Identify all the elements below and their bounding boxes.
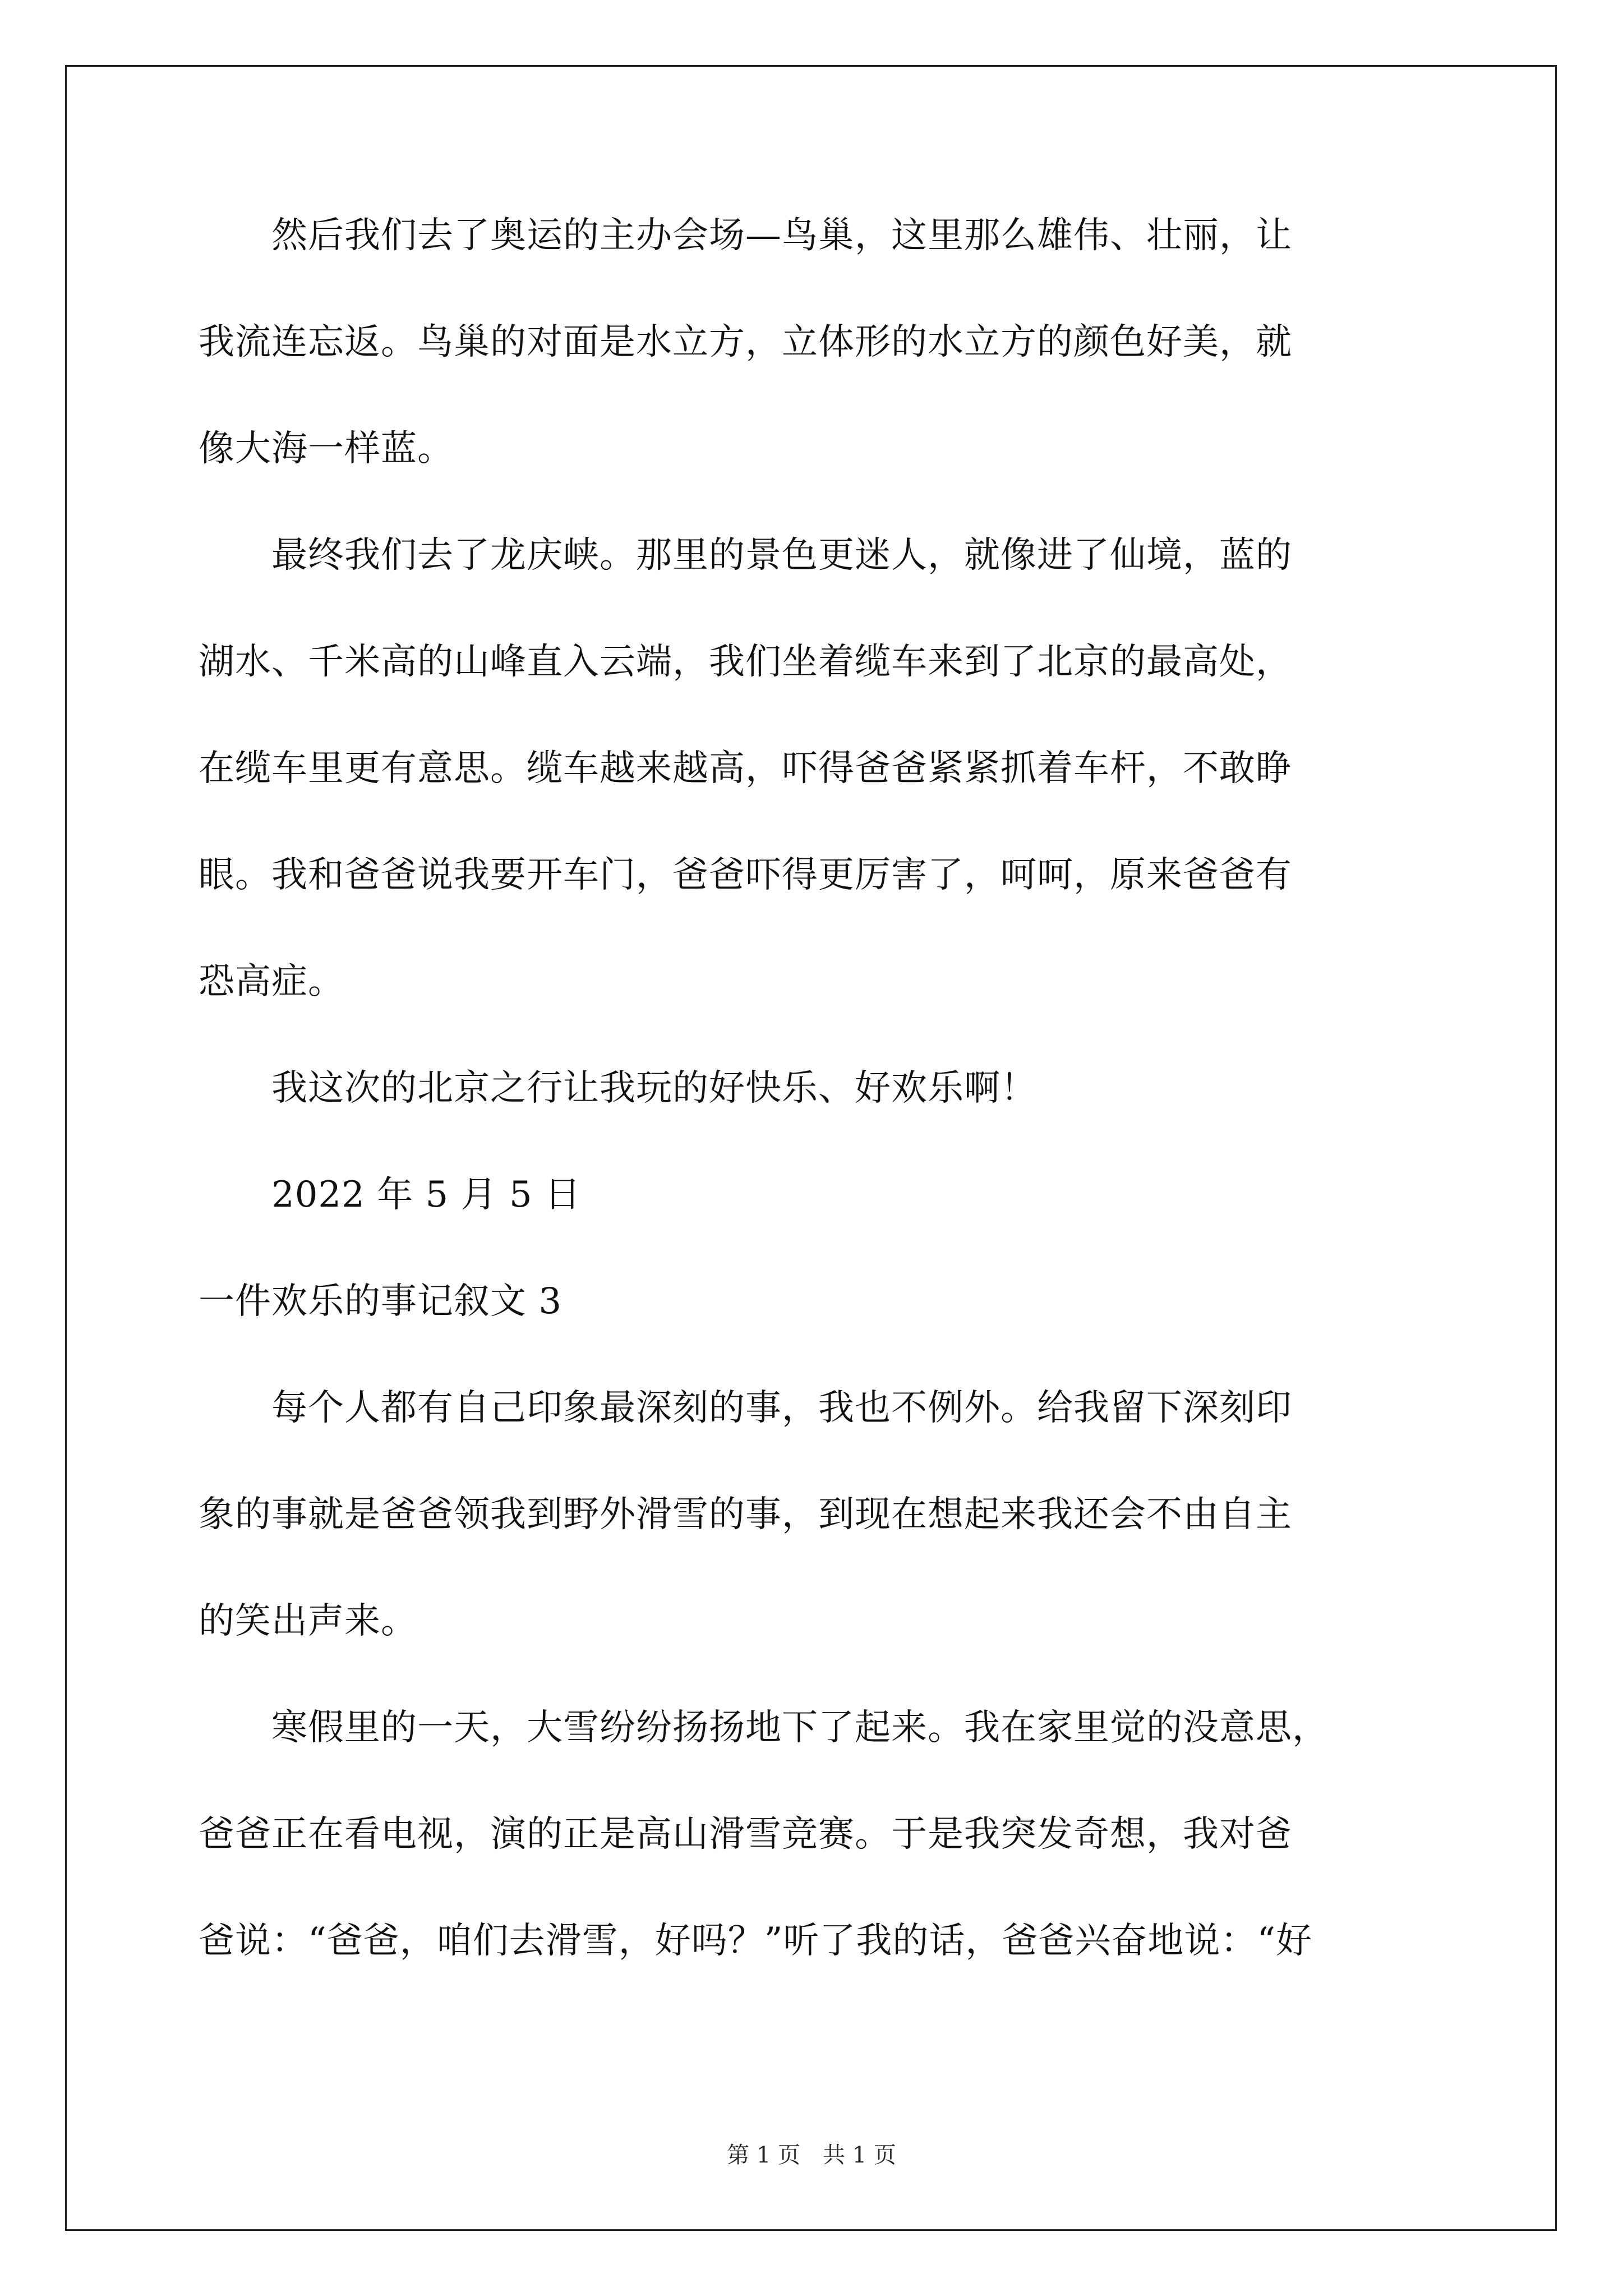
text-line: 然后我们去了奥运的主办会场—鸟巢，这里那么雄伟、壮丽，让 xyxy=(199,215,1292,256)
text-line: 我这次的北京之行让我玩的好快乐、好欢乐啊！ xyxy=(199,1068,1037,1109)
date-line: 2022 年 5 月 5 日 xyxy=(199,1174,582,1216)
text-line: 恐高症。 xyxy=(199,961,344,1002)
text-line: 爸爸正在看电视，演的正是高山滑雪竞赛。于是我突发奇想，我对爸 xyxy=(199,1814,1292,1855)
section-heading: 一件欢乐的事记叙文 3 xyxy=(199,1281,562,1322)
text-line: 眼。我和爸爸说我要开车门，爸爸吓得更厉害了，呵呵，原来爸爸有 xyxy=(199,854,1292,896)
text-line: 在缆车里更有意思。缆车越来越高，吓得爸爸紧紧抓着车杆，不敢睁 xyxy=(199,748,1292,789)
text-line: 的笑出声来。 xyxy=(199,1600,417,1642)
page-number: 第 1 页 共 1 页 xyxy=(727,2142,896,2168)
text-line: 象的事就是爸爸领我到野外滑雪的事，到现在想起来我还会不由自主 xyxy=(199,1494,1292,1535)
text-line: 湖水、千米高的山峰直入云端，我们坐着缆车来到了北京的最高处， xyxy=(199,641,1292,683)
text-line: 我流连忘返。鸟巢的对面是水立方，立体形的水立方的颜色好美，就 xyxy=(199,321,1292,363)
text-line: 爸说：“爸爸，咱们去滑雪，好吗？”听了我的话，爸爸兴奋地说：“好 xyxy=(199,1920,1313,1962)
text-line: 像大海一样蓝。 xyxy=(199,428,454,470)
text-line: 每个人都有自己印象最深刻的事，我也不例外。给我留下深刻印 xyxy=(199,1387,1292,1429)
text-line: 最终我们去了龙庆峡。那里的景色更迷人，就像进了仙境，蓝的 xyxy=(199,535,1292,576)
text-line: 寒假里的一天，大雪纷纷扬扬地下了起来。我在家里觉的没意思， xyxy=(199,1707,1329,1749)
page-border xyxy=(65,65,1557,2231)
